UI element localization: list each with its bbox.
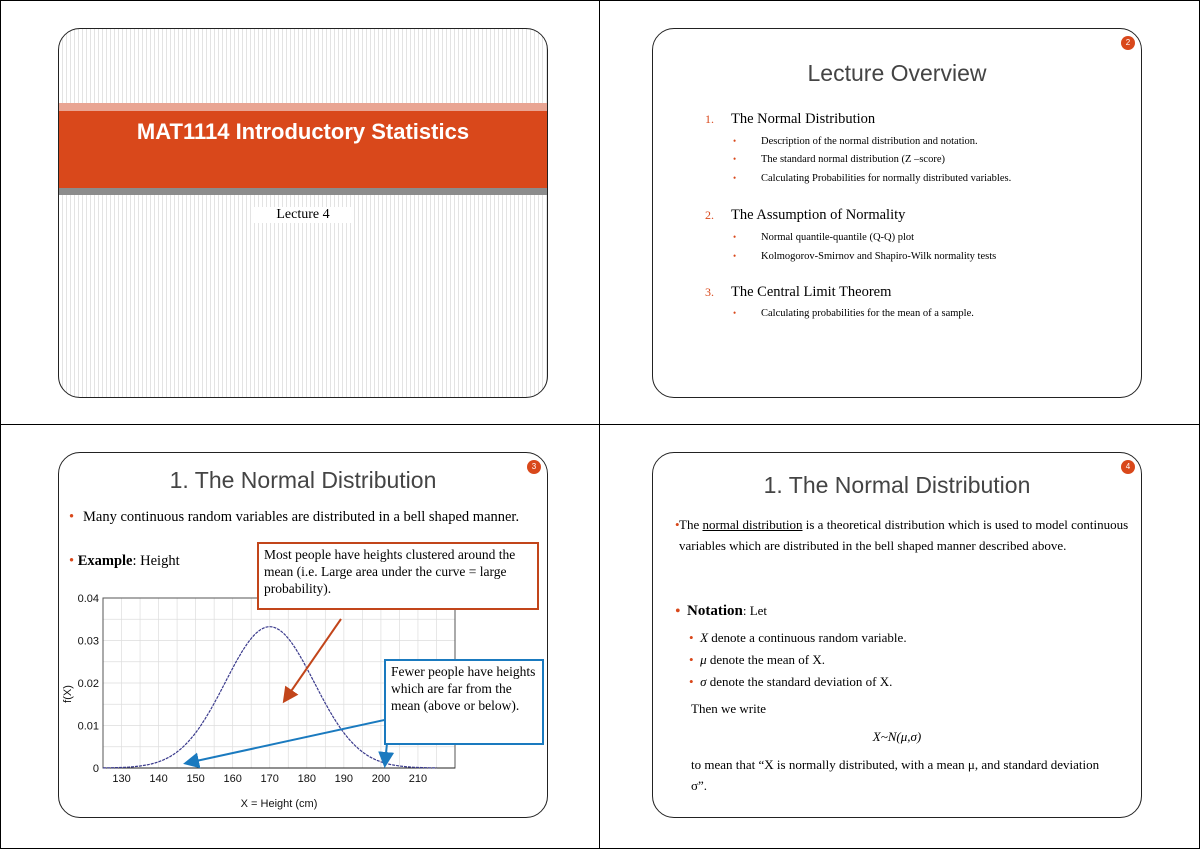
y-tick-label: 0 [92, 763, 99, 775]
normal-distribution-term: normal distribution [702, 517, 803, 532]
slide-2 [652, 28, 1142, 398]
notation-label: Notation [687, 603, 743, 619]
then-we-write: Then we write [691, 701, 767, 716]
notation-item: • X denote a continuous random variable. [689, 630, 907, 645]
overview-subitem: • The standard normal distribution (Z –score) [733, 154, 945, 165]
notation-item: • σ denote the standard deviation of X. [689, 674, 893, 689]
y-tick-label: 0.04 [77, 593, 99, 605]
slide-number-badge: 4 [1121, 460, 1135, 474]
x-axis-label: X = Height (cm) [240, 798, 318, 810]
conclusion: to mean that “X is normally distributed, with a mean μ, and standard deviation σ”. [691, 757, 1100, 793]
p1-pre: The [679, 517, 703, 532]
y-tick-label: 0.02 [77, 678, 99, 690]
overview-subitem: • Normal quantile-quantile (Q-Q) plot [733, 232, 915, 243]
x-tick-label: 170 [260, 773, 279, 785]
y-tick-label: 0.01 [77, 720, 99, 733]
notation-heading: • Notation: Let [675, 603, 768, 620]
slide-number-badge: 3 [527, 460, 541, 474]
title-band-bottom-stripe [59, 188, 547, 195]
overview-num-3: 3. [705, 285, 714, 299]
bullet-text: Many continuous random variables are distributed in a bell shaped manner. [83, 509, 520, 525]
overview-item-1 [705, 111, 875, 128]
slide-3-title: 1. The Normal Distribution [169, 467, 437, 493]
overview-item-2 [705, 207, 905, 224]
slide-4 [652, 452, 1142, 818]
overview-item-3 [705, 284, 891, 301]
x-tick-label: 140 [149, 773, 168, 785]
page-divider-vertical [599, 0, 600, 849]
overview-subitem: • Description of the normal distribution and notation. [733, 136, 978, 147]
page-border-left [0, 0, 1, 849]
p1-post: is a theoretical distribution which is used to model continuous variables which are distributed in the bell shaped manner described above. [679, 517, 1129, 553]
paragraph-normal-distribution: • The normal distribution is a theoretical distribution which is used to model continuous variables which are distributed in the bell shaped manner described above. [675, 517, 1129, 553]
notation-post: : Let [742, 603, 768, 618]
title-band-top-stripe [59, 103, 547, 111]
x-tick-label: 200 [371, 773, 391, 785]
bullet-example: • Example: Height [69, 553, 180, 569]
overview-label-3: The Central Limit Theorem [731, 284, 892, 300]
x-tick-label: 150 [186, 773, 205, 785]
y-tick-label: 0.03 [77, 635, 99, 648]
x-tick-label: 160 [223, 773, 242, 785]
page-divider-horizontal [0, 424, 1200, 425]
slide-1 [58, 28, 548, 398]
x-tick-label: 190 [334, 773, 354, 785]
formula: X~N(μ,σ) [872, 729, 922, 744]
x-tick-label: 130 [112, 773, 131, 785]
slide-3 [58, 452, 548, 818]
notation-item: • μ denote the mean of X. [689, 652, 825, 667]
callout-blue: Fewer people have heights which are far from the mean (above or below). [384, 659, 544, 745]
example-text: : Height [132, 553, 180, 569]
slide-number-badge: 2 [1121, 36, 1135, 50]
overview-subitem: • Kolmogorov-Smirnov and Shapiro-Wilk normality tests [733, 251, 997, 262]
overview-num-1: 1. [705, 112, 714, 126]
x-tick-label: 180 [297, 773, 316, 785]
slide-1-title: MAT1114 Introductory Statistics [136, 119, 470, 144]
page-border-top [0, 0, 1200, 1]
overview-label-2: The Assumption of Normality [731, 207, 906, 223]
overview-subitem: • Calculating probabilities for the mean of a sample. [733, 308, 974, 319]
overview-label-1: The Normal Distribution [731, 111, 876, 127]
arrow-red [285, 619, 341, 700]
example-label: Example [77, 553, 133, 569]
bullet-continuous-variables: • Many continuous random variables are distributed in a bell shaped manner. [69, 507, 524, 527]
overview-subitem: • Calculating Probabilities for normally distributed variables. [733, 173, 1012, 184]
slide-2-title: Lecture Overview [807, 60, 987, 86]
overview-num-2: 2. [705, 208, 714, 222]
x-tick-label: 210 [408, 773, 428, 785]
slide-1-subtitle: Lecture 4 [253, 207, 353, 223]
slide-4-title: 1. The Normal Distribution [763, 472, 1031, 498]
y-axis-label: f(X) [62, 685, 74, 703]
callout-red: Most people have heights clustered around the mean (i.e. Large area under the curve = large probability). [257, 542, 539, 610]
